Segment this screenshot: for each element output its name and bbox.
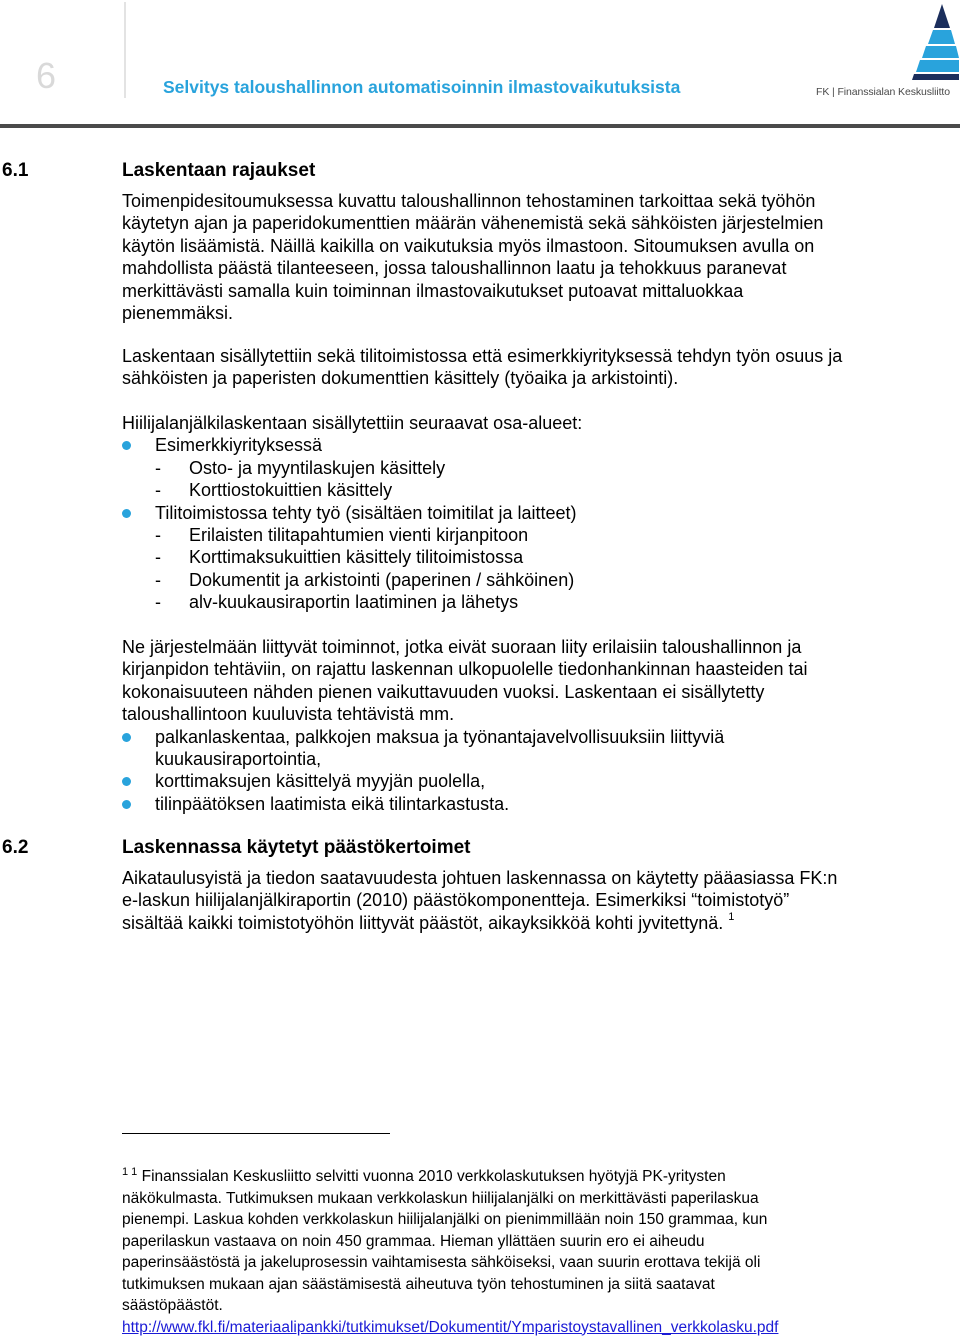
- bullet-icon: [122, 800, 131, 809]
- list-subitem: - Dokumentit ja arkistointi (paperinen / sähköinen): [155, 569, 575, 590]
- list-item-continuation: kuukausiraportointia,: [155, 749, 322, 770]
- text-line: Laskentaan sisällytettiin sekä tilitoimistossa että esimerkkiyrityksessä tehdyn työn osuus ja: [122, 346, 843, 366]
- section-title-6-1: Laskentaan rajaukset: [122, 160, 316, 181]
- list-subitem: - Korttimaksukuittien käsittely tilitoimistossa: [155, 547, 524, 568]
- list-subitem: - Erilaisten tilitapahtumien vienti kirjanpitoon: [155, 525, 529, 546]
- logo-text: FK | Finanssialan Keskusliitto: [816, 86, 950, 98]
- list-item: korttimaksujen käsittelyä myyjän puolella,: [122, 770, 952, 792]
- text-line: tutkimuksen mukaan ajan säästämisestä aiheutuva työn tehostuminen ja siitä saatavat: [122, 1275, 715, 1293]
- header-rule: [0, 124, 960, 128]
- text-line: sisältää kaikki toimistotyöhön liittyvät päästöt, aikayksikköä kohti jyvitettynä. $^1$: [122, 910, 735, 933]
- text-line: e-laskun hiilijalanjälkiraportin (2010) päästökomponentteja. Esimerkiksi “toimistotyö”: [122, 890, 790, 911]
- scope-intro: Hiilijalanjälkilaskentaan sisällytettiin seuraavat osa-alueet:: [122, 413, 583, 433]
- list-item: Tilitoimistossa tehty työ (sisältäen toimitilat ja laitteet): [122, 502, 952, 524]
- text-line: Ne järjestelmään liittyvät toiminnot, jotka eivät suoraan liity erilaisiin taloushallinnon ja: [122, 637, 802, 657]
- text-line: käytetyn ajan ja paperidokumenttien määrän vähenemistä sekä sähköisten järjestelmien: [122, 213, 824, 234]
- section-6-2-paragraph: [122, 867, 952, 934]
- text-line: näkökulmasta. Tutkimuksen mukaan verkkolaskun hiilijalanjälki on merkittävästi paperilaskua: [122, 1189, 759, 1207]
- list-subitem: - alv-kuukausiraportin laatiminen ja lähetys: [155, 592, 519, 613]
- section-6-1-paragraph-1: [122, 190, 952, 324]
- bullet-icon: [122, 733, 131, 742]
- list-subitem: - Osto- ja myyntilaskujen käsittely: [155, 457, 446, 478]
- section-number-6-2: 6.2: [2, 837, 29, 858]
- text-line: $^{1 1}$ Finanssialan Keskusliitto selvitti vuonna 2010 verkkolaskutuksen hyötyjä PK-yritysten: [122, 1166, 726, 1185]
- footnote-link[interactable]: http://www.fkl.fi/materiaalipankki/tutkimukset/Dokumentit/Ymparistoystavallinen_verkkolasku.pdf: [122, 1318, 779, 1336]
- header-title: Selvitys taloushallinnon automatisoinnin ilmastovaikutuksista: [163, 77, 681, 97]
- section-number-6-1: 6.1: [2, 160, 29, 181]
- section-6-1-paragraph-3: [122, 636, 952, 815]
- list-item: Esimerkkiyrityksessä: [122, 434, 952, 456]
- list-subitem: - Korttiostokuittien käsittely: [155, 480, 393, 501]
- text-line: kirjanpidon tehtäviin, on rajattu laskennan ulkopuolelle tiedonhankinnan haasteiden tai: [122, 659, 808, 680]
- section-6-1-paragraph-2: [122, 345, 952, 390]
- bullet-icon: [122, 509, 131, 518]
- section-title-6-2: Laskennassa käytetyt päästökertoimet: [122, 837, 471, 858]
- header-vertical-divider: [124, 2, 126, 98]
- text-line: säästöpäästöt.: [122, 1297, 223, 1314]
- text-line: kokonaisuuteen nähden pienen vaikuttavuuden vuoksi. Laskentaan ei sisällytetty: [122, 681, 765, 702]
- text-line: taloushallintoon kuuluvista tehtävistä mm.: [122, 704, 455, 725]
- bullet-icon: [122, 777, 131, 786]
- text-line: mahdollista päästä tilanteeseen, jossa taloushallinnon laatu ja tehokkuus paranevat: [122, 258, 787, 279]
- footnote: [122, 1166, 942, 1338]
- fk-logo-icon: [814, 0, 960, 100]
- scope-list: [122, 412, 952, 614]
- bullet-icon: [122, 441, 131, 450]
- text-line: Aikataulusyistä ja tiedon saatavuudesta johtuen laskennassa on käytetty pääasiassa FK:n: [122, 868, 838, 888]
- text-line: käytön lisäämistä. Näillä kaikilla on vaikutuksia myös ilmastoon. Sitoumuksen avulla on: [122, 235, 815, 256]
- text-line: merkittävästi samalla kuin toiminnan ilmastovaikutukset putoavat mittaluokkaa: [122, 280, 744, 301]
- footnote-reference[interactable]: 1: [728, 910, 735, 923]
- text-line: pienemmäksi.: [122, 303, 234, 324]
- text-line: pienempi. Laskua kohden verkkolaskun hiilijalanjälki on pienimmillään noin 150 grammaa, kun: [122, 1211, 768, 1228]
- footnote-marker: 1 1: [122, 1166, 138, 1178]
- footnote-divider: [122, 1133, 390, 1134]
- text-line: paperilaskun vastaava on noin 450 grammaa. Hieman yllättäen suurin ero ei aiheudu: [122, 1232, 705, 1250]
- page-number: 6: [36, 55, 57, 96]
- list-item: tilinpäätöksen laatimista eikä tilintarkastusta.: [122, 793, 952, 815]
- list-item: palkanlaskentaa, palkkojen maksua ja työnantajavelvollisuuksiin liittyviä: [122, 726, 952, 748]
- text-line: paperinsäästöstä ja jakeluprosessin vaihtamisesta sähköiseksi, vaan suurin erottava tekijä oli: [122, 1254, 761, 1271]
- text-line: Toimenpidesitoumuksessa kuvattu taloushallinnon tehostaminen tarkoittaa sekä työhön: [122, 191, 816, 211]
- text-line: sähköisten ja paperisten dokumenttien käsittely (työaika ja arkistointi).: [122, 368, 679, 389]
